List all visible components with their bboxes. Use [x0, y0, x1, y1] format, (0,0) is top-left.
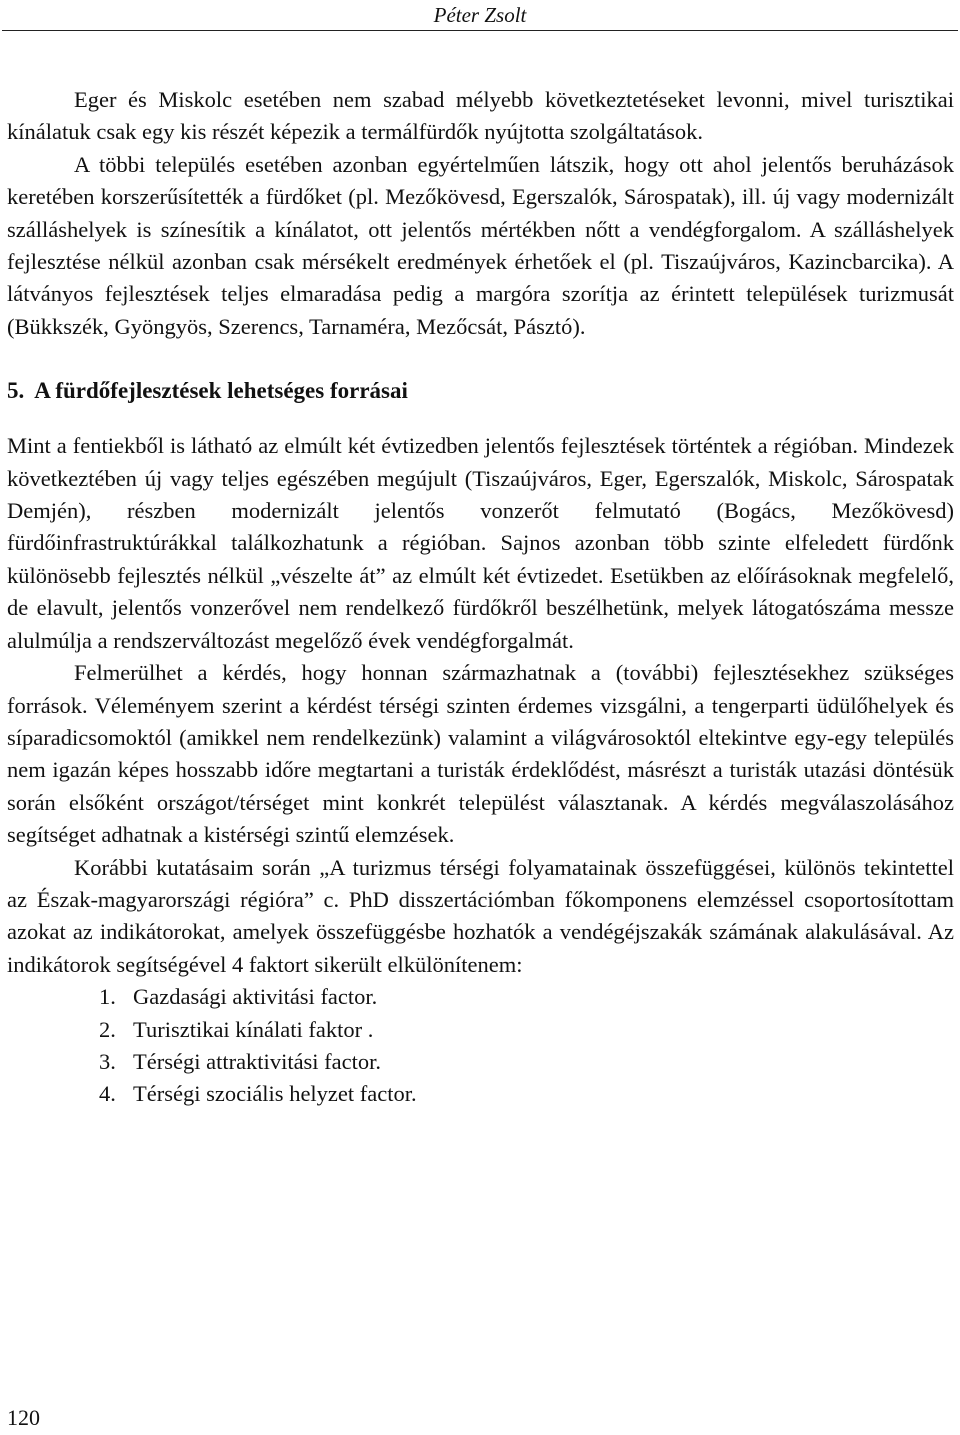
- section-title: A fürdőfejlesztések lehetséges forrásai: [34, 378, 408, 404]
- factor-number: 4.: [99, 1081, 116, 1107]
- factor-item: [7, 1014, 954, 1046]
- page-body: [7, 84, 954, 1111]
- factor-item: [7, 981, 954, 1013]
- factor-item: [7, 1078, 954, 1110]
- paragraph-earlier-research: Korábbi kutatásaim során „A turizmus térségi folyamatainak összefüggései, különös tekintettel az Észak-magyarországi régióra” c. PhD disszertációmban főkomponens elemzéssel csoportosítottam azokat az indikátorokat, amelyek összefüggésbe hozhatók a vendégéjszakák számának alakulásával. Az indikátorok segítségével 4 faktort sikerült elkülönítenem:: [7, 854, 954, 977]
- factor-item: [7, 1046, 954, 1078]
- factor-text: Térségi szociális helyzet factor.: [133, 1081, 417, 1107]
- paragraph-developments: Mint a fentiekből is látható az elmúlt két évtizedben jelentős fejlesztések történtek a régióban. Mindezek következtében új vagy teljes egészében megújult (Tiszaújváros, Eger, Egerszalók, Miskolc, Sárospatak Demjén), részben modernizált jelentős vonzerőt felmutató (Bogács, Mezőkövesd) fürdőinfrastruktúrákkal találkozhatunk a régióban. Sajnos azonban több szinte elfeledett fürdőnk különösebb fejlesztés nélkül „vészelte át” az elmúlt két évtizedet. Esetükben az előírásoknak megfelelő, de elavult, jelentős vonzerővel nem rendelkező fürdőkről beszélhetünk, melyek látogatószáma messze alulmúlja a rendszerváltozást megelőző évek vendégforgalmát.: [7, 433, 954, 653]
- factor-text: Turisztikai kínálati faktor .: [133, 1016, 374, 1042]
- factor-text: Gazdasági aktivitási factor.: [133, 984, 378, 1010]
- header-rule: [2, 30, 958, 31]
- section-heading: [7, 375, 954, 407]
- factor-number: 3.: [99, 1048, 116, 1074]
- factor-list: [7, 981, 954, 1111]
- paragraph-eger-miskolc: Eger és Miskolc esetében nem szabad mélyebb következtetéseket levonni, mivel turisztikai kínálatuk csak egy kis részét képezik a termálfürdők nyújtotta szolgáltatások.: [7, 87, 954, 145]
- running-header-author: Péter Zsolt: [433, 3, 527, 27]
- factor-number: 2.: [99, 1016, 116, 1042]
- section-number: 5.: [7, 378, 25, 404]
- paragraph-other-settlements: A többi település esetében azonban egyértelműen látszik, hogy ott ahol jelentős beruházások keretében korszerűsítették a fürdőket (pl. Mezőkövesd, Egerszalók, Sárospatak), ill. új vagy modernizált szálláshelyek is színesítik a kínálatot, ott jelentős mértékben nőtt a vendégforgalom. A szálláshelyek fejlesztése nélkül azonban csak mérsékelt eredmények érhetőek el (pl. Tiszaújváros, Kazincbarcika). A látványos fejlesztések teljes elmaradása pedig a margóra szorítja az érintett települések turizmusát (Bükkszék, Gyöngyös, Szerencs, Tarnaméra, Mezőcsát, Pásztó).: [7, 151, 954, 339]
- page-number: 120: [7, 1405, 40, 1430]
- paragraph-funding-question: Felmerülhet a kérdés, hogy honnan származhatnak a (további) fejlesztésekhez szükséges források. Véleményem szerint a kérdést térségi szinten érdemes vizsgálni, a tengerparti üdülőhelyek és síparadicsomoktól (amikkel nem rendelkezünk) valamint a világvárosoktól eltekintve egy-egy település nem igazán képes hosszabb időre megtartani a turisták érdeklődést, másrészt a turisták utazási döntésük során elsőként országot/térséget mint konkrét települést választanak. A kérdés megválaszolásához segítséget adhatnak a kistérségi szintű elemzések.: [7, 660, 954, 848]
- factor-number: 1.: [99, 984, 116, 1010]
- factor-text: Térségi attraktivitási factor.: [133, 1048, 382, 1074]
